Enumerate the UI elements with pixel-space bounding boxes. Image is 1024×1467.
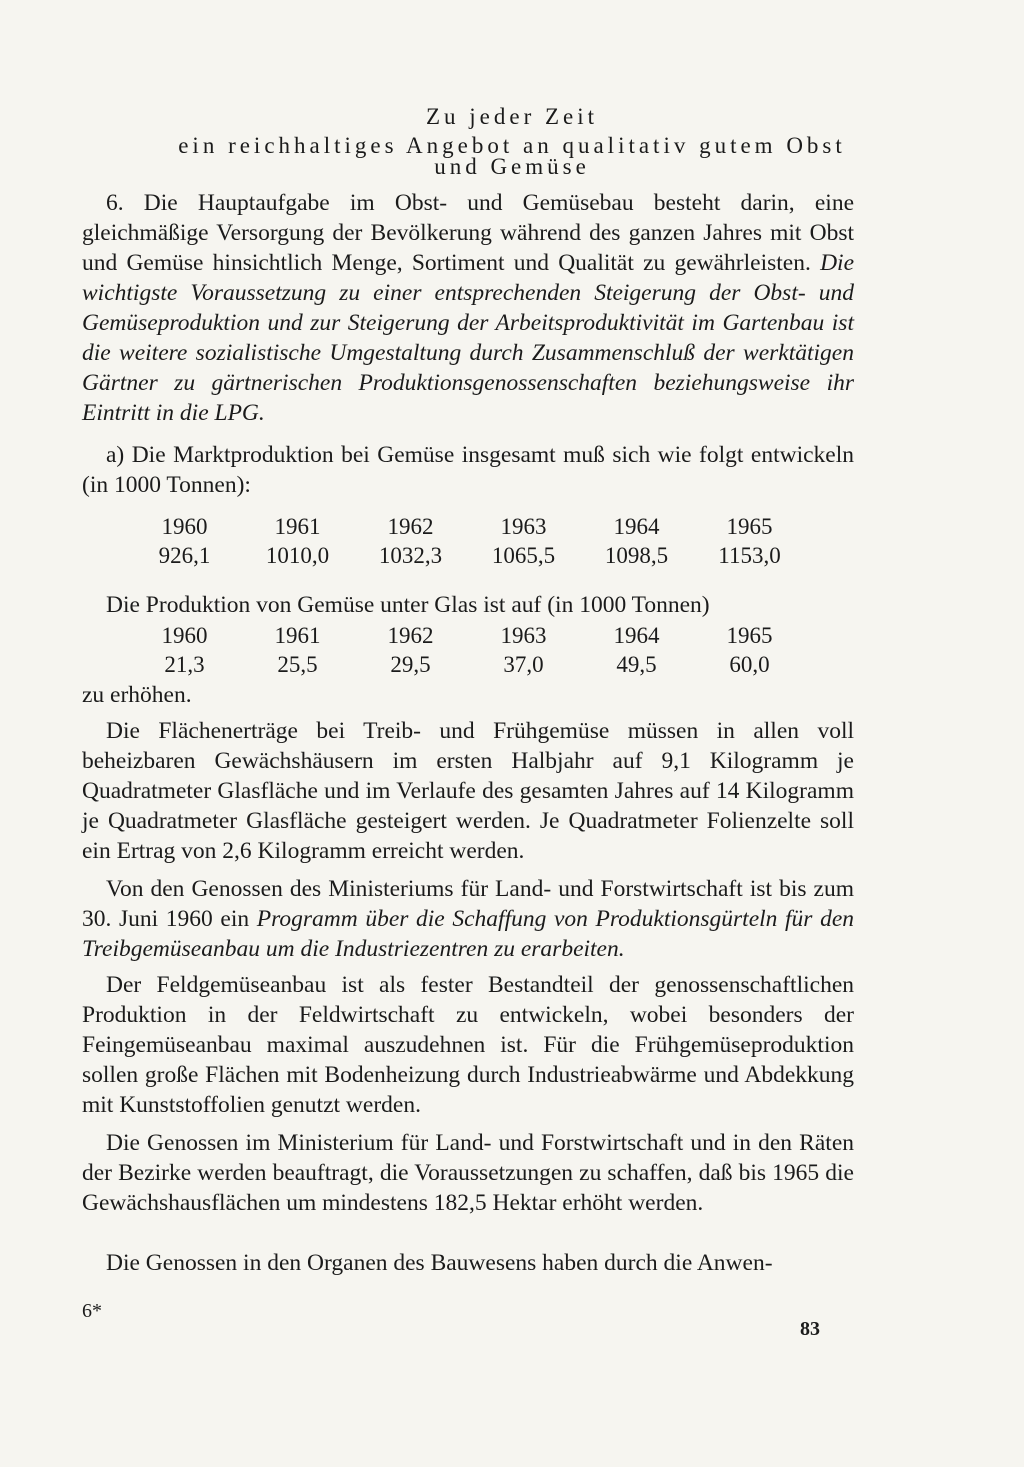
table-cell-value: 1153,0 (718, 542, 781, 568)
table-cell-year: 1963 (500, 513, 547, 539)
glass-production-outro: zu erhöhen. (82, 682, 192, 708)
table-cell-value: 49,5 (616, 651, 657, 677)
paragraph-field-vegetables: Der Feldgemüseanbau ist als fester Bestandteil der genossenschaftlichen Produktion in der Feldwirtschaft zu entwickeln, wobei besonders der Feingemüseanbau maximal auszudehnen ist. Für die Frühgemüseproduktion sollen große Flächen mit Bodenheizung durch Industrieabwärme und Abdekkung mit Kunststoffolien genutzt werden. (82, 972, 854, 1118)
paragraph-6-text: 6. Die Hauptaufgabe im Obst- und Gemüsebau besteht darin, eine gleichmäßige Versorgung der Bevölkerung während des ganzen Jahres mit Obst und Gemüse hinsichtlich Menge, Sortiment und Qualität zu gewährleisten. (82, 190, 854, 276)
table-row-values (128, 541, 806, 570)
section-heading-line-3: und Gemüse (434, 154, 590, 179)
table-cell-year: 1960 (161, 622, 208, 648)
signature-mark: 6* (82, 1300, 102, 1322)
table-cell-value: 21,3 (164, 651, 205, 677)
table-cell-year: 1962 (387, 622, 434, 648)
table-cell-year: 1965 (726, 622, 773, 648)
table-cell-value: 1098,5 (604, 542, 669, 568)
paragraph-a: a) Die Marktproduktion bei Gemüse insgesamt muß sich wie folgt entwickeln (in 1000 Tonnen): (82, 442, 854, 498)
section-heading-line-2: ein reichhaltiges Angebot an qualitativ gutem Obst (178, 133, 846, 158)
table-cell-year: 1961 (274, 622, 321, 648)
table-cell-value: 37,0 (503, 651, 544, 677)
paragraph-ministry (82, 874, 854, 964)
paragraph-6-italic-text: Die wichtigste Voraussetzung zu einer entsprechenden Steigerung der Obst- und Gemüseproduktion und zur Steigerung der Arbeitsproduktivität im Gartenbau ist die weitere sozialistische Umgestaltung durch Zusammenschluß der werktätigen Gärtner zu gärtnerischen Produktionsgenossenschaften beziehungsweise ihr Eintritt in die LPG. (82, 250, 854, 426)
paragraph-ministry-italic-text: Programm über die Schaffung von Produktionsgürteln für den Treibgemüseanbau um die Industriezentren zu erarbeiten. (82, 906, 855, 962)
paragraph-construction: Die Genossen in den Organen des Bauwesens haben durch die Anwen- (106, 1250, 773, 1276)
table-cell-year: 1964 (613, 513, 660, 539)
table-row-values (128, 650, 806, 679)
table-cell-year: 1962 (387, 513, 434, 539)
table-row-years (128, 512, 806, 541)
glass-production-intro: Die Produktion von Gemüse unter Glas ist auf (in 1000 Tonnen) (106, 592, 710, 618)
page-number: 83 (800, 1318, 820, 1340)
table-cell-year: 1964 (613, 622, 660, 648)
section-heading-line-1: Zu jeder Zeit (425, 104, 599, 129)
table-cell-value: 29,5 (390, 651, 431, 677)
market-production-table (128, 512, 806, 570)
table-cell-year: 1965 (726, 513, 773, 539)
paragraph-districts: Die Genossen im Ministerium für Land- und Forstwirtschaft und in den Räten der Bezirke werden beauftragt, die Voraussetzungen zu schaffen, daß bis 1965 die Gewächshausflächen um mindestens 182,5 Hektar erhöht werden. (82, 1130, 854, 1216)
table-cell-value: 25,5 (277, 651, 318, 677)
table-cell-value: 1010,0 (265, 542, 330, 568)
table-cell-value: 60,0 (729, 651, 770, 677)
paragraph-yields: Die Flächenerträge bei Treib- und Frühgemüse müssen in allen voll beheizbaren Gewächshäusern im ersten Halbjahr auf 9,1 Kilogramm je Quadratmeter Glasfläche und im Verlaufe des gesamten Jahres auf 14 Kilogramm je Quadratmeter Glasfläche gesteigert werden. Je Quadratmeter Folienzelte soll ein Ertrag von 2,6 Kilogramm erreicht werden. (82, 718, 854, 864)
table-cell-value: 1032,3 (378, 542, 443, 568)
paragraph-ministry-text: Von den Genossen des Ministeriums für Land- und Forstwirtschaft ist bis zum 30. Juni 1960 ein (82, 876, 854, 932)
table-cell-year: 1960 (161, 513, 208, 539)
table-cell-value: 926,1 (158, 542, 211, 568)
table-cell-year: 1961 (274, 513, 321, 539)
table-cell-year: 1963 (500, 622, 547, 648)
glass-production-table (128, 621, 806, 679)
table-row-years (128, 621, 806, 650)
table-cell-value: 1065,5 (491, 542, 556, 568)
paragraph-6 (82, 188, 854, 428)
